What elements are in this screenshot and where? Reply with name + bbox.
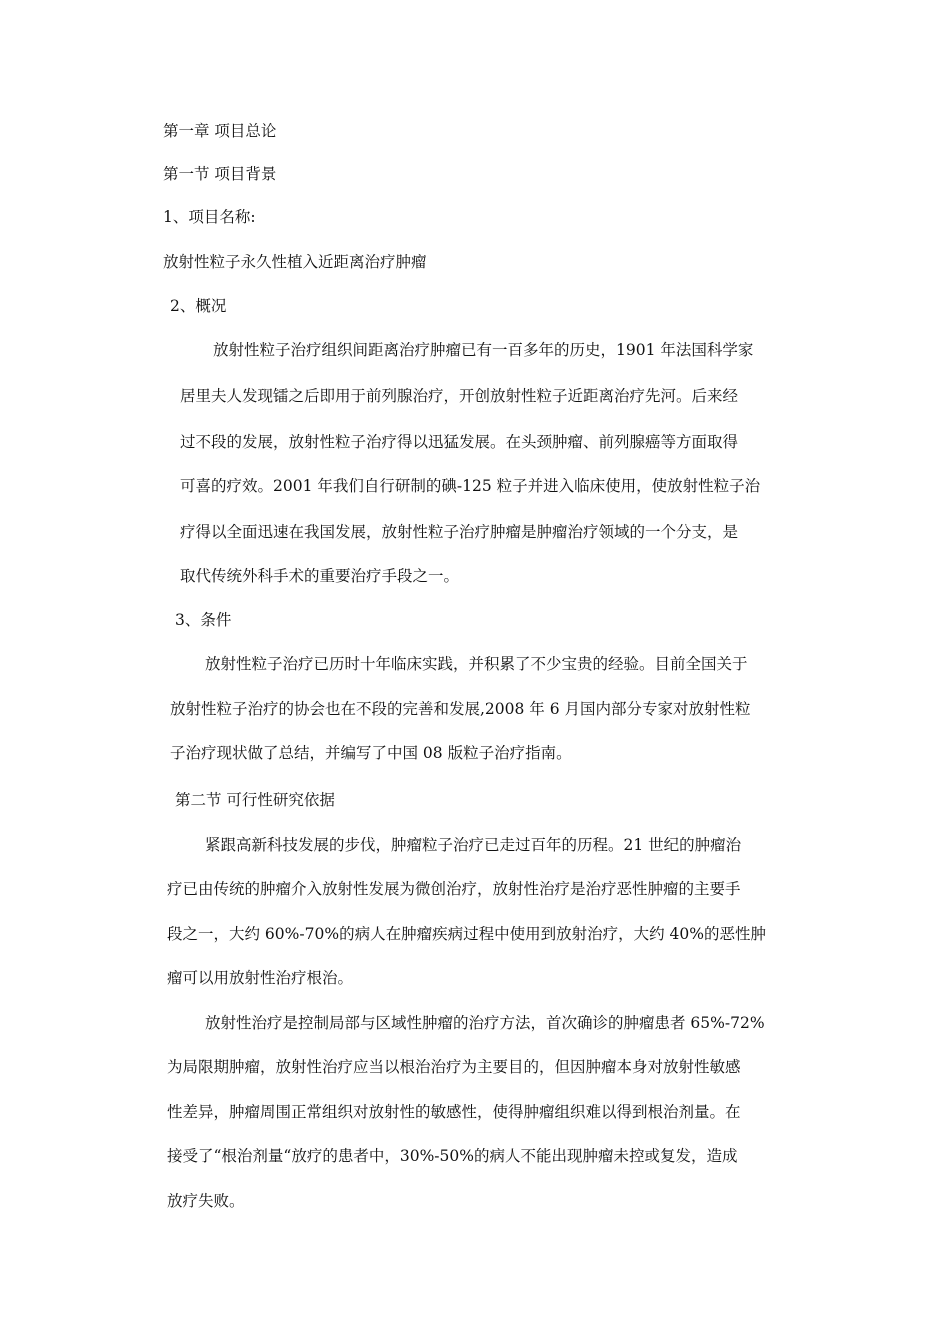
paragraph-line: 取代传统外科手术的重要治疗手段之一。 [180,567,460,585]
paragraph-line: 放射性治疗是控制局部与区域性肿瘤的治疗方法，首次确诊的肿瘤患者 65%-72% [205,1014,765,1032]
paragraph-line: 居里夫人发现镭之后即用于前列腺治疗，开创放射性粒子近距离治疗先河。后来经 [180,387,739,405]
chapter-title: 第一章 项目总论 [163,122,277,140]
paragraph-line: 为局限期肿瘤，放射性治疗应当以根治治疗为主要目的，但因肿瘤本身对放射性敏感 [167,1058,741,1076]
paragraph-line: 放射性粒子治疗组织间距离治疗肿瘤已有一百多年的历史，1901 年法国科学家 [213,341,754,359]
paragraph-line: 瘤可以用放射性治疗根治。 [167,969,354,987]
paragraph-line: 放疗失败。 [167,1192,245,1210]
paragraph-line: 接受了“根治剂量“放疗的患者中，30%-50%的病人不能出现肿瘤未控或复发，造成 [167,1147,738,1165]
paragraph-line: 段之一，大约 60%-70%的病人在肿瘤疾病过程中使用到放射治疗，大约 40%的恶性肿 [167,925,766,943]
paragraph-line: 疗已由传统的肿瘤介入放射性发展为微创治疗，放射性治疗是治疗恶性肿瘤的主要手 [167,880,741,898]
paragraph-line: 放射性粒子治疗已历时十年临床实践，并积累了不少宝贵的经验。目前全国关于 [205,655,748,673]
project-name: 放射性粒子永久性植入近距离治疗肿瘤 [163,253,427,271]
paragraph-line: 疗得以全面迅速在我国发展，放射性粒子治疗肿瘤是肿瘤治疗领域的一个分支，是 [180,523,739,541]
item-heading: 2、概况 [170,297,227,315]
item-heading: 3、条件 [175,611,232,629]
paragraph-line: 子治疗现状做了总结，并编写了中国 08 版粒子治疗指南。 [170,744,572,762]
paragraph-line: 过不段的发展，放射性粒子治疗得以迅猛发展。在头颈肿瘤、前列腺癌等方面取得 [180,433,739,451]
section-title: 第二节 可行性研究依据 [175,791,335,809]
section-title: 第一节 项目背景 [163,165,277,183]
paragraph-line: 紧跟高新科技发展的步伐，肿瘤粒子治疗已走过百年的历程。21 世纪的肿瘤治 [205,836,742,854]
paragraph-line: 可喜的疗效。2001 年我们自行研制的碘-125 粒子并进入临床使用，使放射性粒子治 [180,477,761,495]
item-heading: 1、项目名称: [163,208,256,226]
paragraph-line: 性差异，肿瘤周围正常组织对放射性的敏感性，使得肿瘤组织难以得到根治剂量。在 [167,1103,741,1121]
paragraph-line: 放射性粒子治疗的协会也在不段的完善和发展,2008 年 6 月国内部分专家对放射性粒 [170,700,751,718]
